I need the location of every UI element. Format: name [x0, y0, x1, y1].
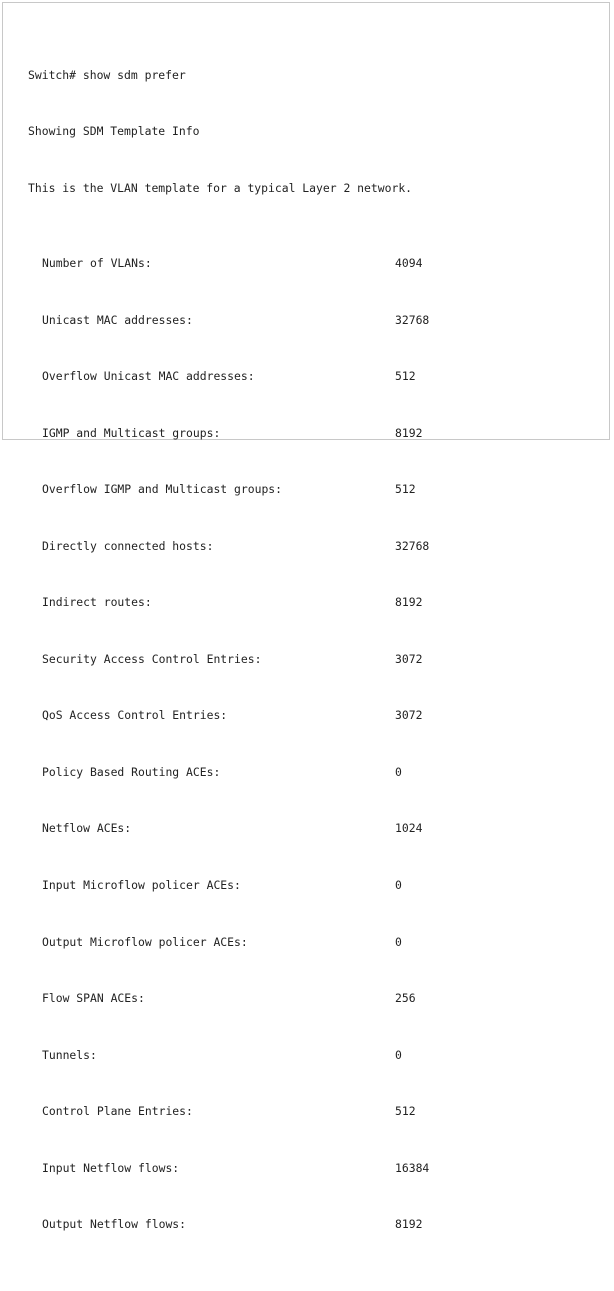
sdm-row-label: Overflow IGMP and Multicast groups:: [42, 482, 283, 497]
sdm-row-label: Security Access Control Entries:: [42, 651, 262, 666]
sdm-row-label: Output Microflow policer ACEs:: [42, 934, 248, 949]
sdm-row-label: IGMP and Multicast groups:: [42, 425, 221, 440]
sdm-row: [28, 989, 416, 1008]
sdm-row: [28, 1046, 412, 1065]
terminal-text: [28, 28, 430, 1272]
sdm-row: [28, 763, 412, 782]
sdm-row: [28, 650, 423, 669]
terminal-output-panel: [2, 2, 610, 1232]
sdm-row-value: 8192: [395, 1217, 423, 1232]
sdm-row-value: 256: [395, 991, 416, 1006]
sdm-row-value: 8192: [395, 595, 423, 610]
sdm-row-value: 32768: [395, 312, 430, 327]
sdm-row-value: 3072: [395, 651, 423, 666]
sdm-row-label: Netflow ACEs:: [42, 821, 132, 836]
sdm-row: [28, 593, 423, 612]
sdm-row-label: Indirect routes:: [42, 595, 152, 610]
sdm-row-value: 512: [395, 369, 416, 384]
sdm-row-label: Input Netflow flows:: [42, 1160, 180, 1175]
sdm-row-value: 512: [395, 1104, 416, 1119]
description-line: This is the VLAN template for a typical Layer 2 network.: [28, 180, 413, 195]
sdm-row: [28, 311, 430, 330]
sdm-row-label: Policy Based Routing ACEs:: [42, 764, 221, 779]
sdm-row: [28, 1159, 430, 1178]
header-line: Showing SDM Template Info: [28, 124, 200, 139]
sdm-row-label: Output Netflow flows:: [42, 1217, 187, 1232]
sdm-row: [28, 1102, 416, 1121]
sdm-row-value: 512: [395, 482, 416, 497]
sdm-row: [28, 819, 423, 838]
sdm-row-value: 8192: [395, 425, 423, 440]
sdm-row: [28, 706, 423, 725]
sdm-row: [28, 537, 430, 556]
sdm-row-label: Flow SPAN ACEs:: [42, 991, 145, 1006]
sdm-row: [28, 254, 423, 273]
sdm-row-label: Input Microflow policer ACEs:: [42, 877, 241, 892]
sdm-row-value: 0: [395, 877, 402, 892]
sdm-row-value: 16384: [395, 1160, 430, 1175]
sdm-row-value: 4094: [395, 256, 423, 271]
sdm-row: [28, 480, 416, 499]
sdm-row-label: Control Plane Entries:: [42, 1104, 193, 1119]
sdm-row-label: Number of VLANs:: [42, 256, 152, 271]
sdm-row: [28, 424, 423, 443]
sdm-row: [28, 876, 412, 895]
sdm-row-value: 1024: [395, 821, 423, 836]
sdm-row-value: 0: [395, 1047, 402, 1062]
sdm-row: [28, 367, 416, 386]
sdm-row-value: 0: [395, 764, 402, 779]
sdm-row-label: Directly connected hosts:: [42, 538, 214, 553]
sdm-row-value: 0: [395, 934, 402, 949]
sdm-row-label: QoS Access Control Entries:: [42, 708, 228, 723]
sdm-row-value: 32768: [395, 538, 430, 553]
sdm-row-value: 3072: [395, 708, 423, 723]
sdm-row: [28, 933, 412, 952]
command-line: Switch# show sdm prefer: [28, 67, 186, 82]
sdm-row-label: Unicast MAC addresses:: [42, 312, 193, 327]
sdm-row-label: Tunnels:: [42, 1047, 97, 1062]
sdm-row: [28, 1215, 423, 1234]
sdm-row-label: Overflow Unicast MAC addresses:: [42, 369, 255, 384]
